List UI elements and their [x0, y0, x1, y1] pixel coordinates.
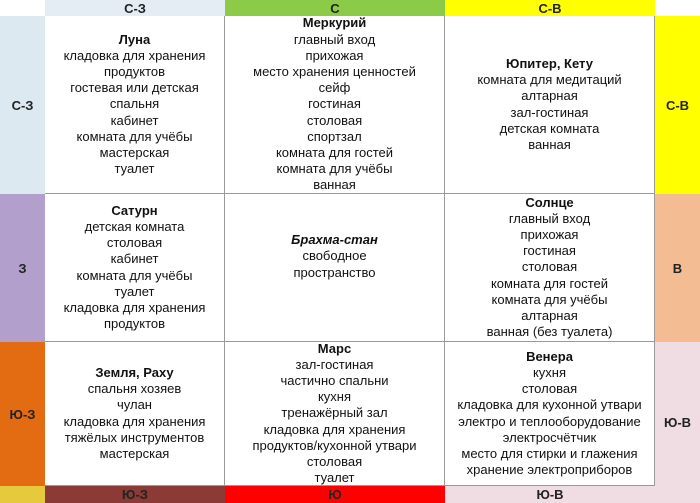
cell-line: комната для гостей [275, 145, 394, 161]
cell-line: кладовка для хранения [63, 47, 206, 63]
bottom-left-corner [0, 486, 45, 503]
cell-line: зал-гостиная [510, 104, 589, 120]
cell-line: спальня [109, 96, 160, 112]
cell-center-brahmastan [225, 194, 445, 342]
cell-line: ванная (без туалета) [486, 324, 613, 340]
cell-line: туалет [314, 470, 355, 486]
cell-sw-earth [45, 342, 225, 486]
top-label-ne: С-В [445, 0, 655, 16]
cell-line: гостиная [523, 243, 576, 259]
cell-line: место хранения ценностей [253, 64, 416, 79]
cell-line: ванная [313, 177, 356, 193]
bottom-label-se: Ю-В [445, 486, 655, 503]
cell-line: свободное [302, 248, 367, 264]
top-label-n: С [225, 0, 445, 16]
cell-line: сейф [318, 80, 351, 96]
cell-line: главный вход [508, 210, 591, 226]
left-label-sw: Ю-З [0, 342, 45, 486]
cell-line: кладовка для хранения [63, 413, 206, 429]
cell-line: гостиная [308, 96, 361, 112]
right-label-e: В [655, 194, 700, 342]
right-label-ne: С-В [655, 16, 700, 194]
bottom-label-sw: Ю-З [45, 486, 225, 503]
cell-line: место для стирки и глажения [461, 445, 638, 461]
cell-line: пространство [293, 264, 376, 280]
cell-line: прихожая [305, 47, 364, 63]
cell-line: столовая [106, 235, 163, 251]
cell-line: алтарная [521, 88, 578, 104]
cell-line: столовая [521, 259, 578, 275]
cell-line: комната для гостей [490, 275, 609, 291]
cell-line: главный вход [293, 31, 376, 47]
cell-line: кладовка для хранения [63, 299, 206, 315]
cell-title: Юпитер, Кету [506, 55, 593, 71]
cell-title: Луна [118, 31, 151, 47]
cell-n-mercury [225, 16, 445, 194]
cell-line: электро и теплооборудование [458, 413, 641, 429]
cell-line: туалет [114, 283, 155, 299]
cell-line: столовая [306, 454, 363, 470]
cell-line: детская комната [499, 120, 600, 136]
cell-line: кухня [317, 389, 352, 405]
cell-line: столовая [521, 381, 578, 397]
left-label-nw: С-З [0, 16, 45, 194]
cell-title: Марс [317, 340, 352, 356]
cell-line: тяжёлых инструментов [64, 429, 205, 445]
cell-line: чулан [117, 397, 152, 413]
cell-title: Венера [526, 348, 573, 364]
cell-e-sun [445, 194, 655, 342]
cell-line: мастерская [99, 145, 170, 160]
cell-line: гостевая или детская [70, 80, 199, 96]
cell-title: Земля, Раху [95, 364, 174, 380]
cell-line: кухня [532, 364, 567, 380]
cell-line: ванная [528, 136, 571, 152]
cell-title: Меркурий [302, 15, 367, 31]
top-label-nw: С-З [45, 0, 225, 16]
cell-line: комната для учёбы [276, 161, 393, 177]
cell-nw-moon [45, 16, 225, 194]
cell-line: частично спальни [280, 373, 389, 388]
cell-w-saturn [45, 194, 225, 342]
cell-s-mars [225, 342, 445, 486]
cell-title: Солнце [525, 194, 574, 210]
cell-line: мастерская [99, 445, 170, 461]
bottom-label-s: Ю [225, 486, 445, 503]
cell-line: спортзал [307, 128, 362, 144]
cell-line: столовая [306, 112, 363, 128]
cell-line: туалет [114, 161, 155, 177]
left-label-w: З [0, 194, 45, 342]
cell-line: кладовка для кухонной утвари [457, 397, 642, 413]
cell-line: комната для учёбы [76, 128, 193, 144]
cell-line: продуктов [103, 316, 166, 332]
cell-line: комната для учёбы [76, 267, 193, 283]
cell-line: спальня хозяев [87, 381, 182, 397]
cell-line: кабинет [110, 251, 159, 267]
cell-line: продуктов/кухонной утвари [252, 437, 417, 453]
cell-line: электросчётчик [502, 429, 597, 445]
cell-se-venus [445, 342, 655, 486]
cell-line: продуктов [103, 63, 166, 79]
cell-title: Сатурн [111, 202, 158, 218]
right-label-se: Ю-В [655, 342, 700, 503]
cell-ne-jupiter [445, 16, 655, 194]
cell-line: детская комната [84, 218, 185, 234]
cell-line: комната для учёбы [491, 291, 608, 307]
cell-line: алтарная [521, 308, 578, 324]
cell-line: зал-гостиная [295, 356, 374, 372]
cell-line: кабинет [110, 112, 159, 128]
cell-title: Брахма-стан [291, 232, 378, 248]
cell-line: комната для медитаций [477, 72, 622, 88]
cell-line: хранение электроприборов [466, 462, 633, 478]
cell-line: прихожая [520, 227, 579, 242]
cell-line: кладовка для хранения [263, 421, 406, 437]
cell-line: тренажёрный зал [281, 405, 388, 421]
